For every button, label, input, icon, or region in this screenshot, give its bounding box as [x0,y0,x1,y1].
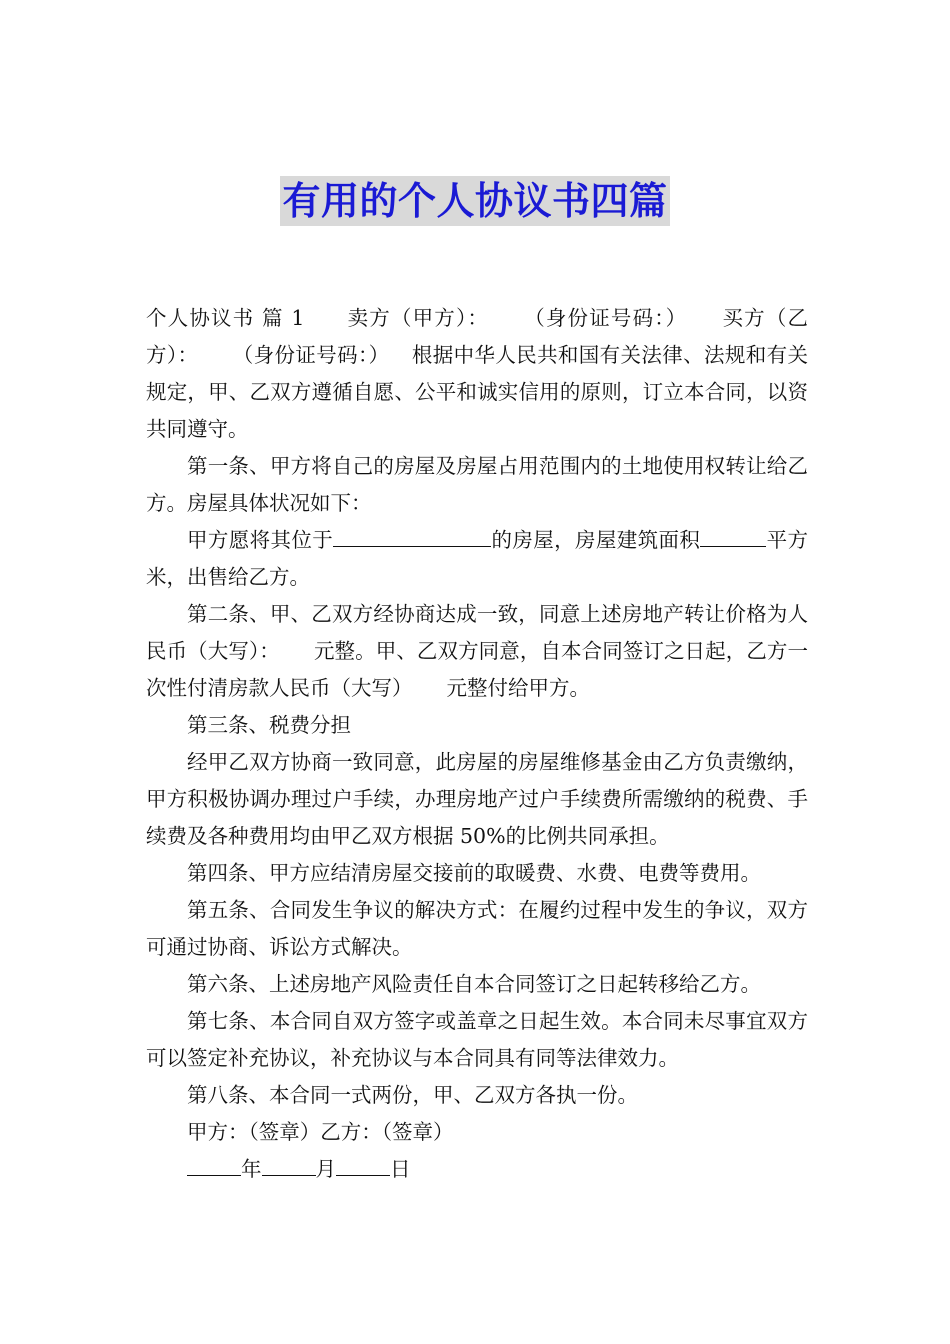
buyer-label: 买方（乙方）： [146,306,809,367]
article-1: 第一条、甲方将自己的房屋及房屋占用范围内的土地使用权转让给乙方。房屋具体状况如下： [146,454,808,515]
area-blank [700,526,766,547]
year-blank [187,1155,241,1176]
document-body [146,300,808,1188]
article-5: 第五条、合同发生争议的解决方式：在履约过程中发生的争议，双方可通过协商、诉讼方式解决。 [146,898,808,959]
intro-paragraph [146,300,808,448]
month-label: 月 [315,1157,336,1181]
month-blank [262,1155,316,1176]
article-4: 第四条、甲方应结清房屋交接前的取暖费、水费、电费等费用。 [187,861,761,885]
date-line [146,1151,808,1188]
article-1-detail-part2: 的房屋，房屋建筑面积 [491,528,701,552]
article-3-title: 第三条、税费分担 [187,713,351,737]
buyer-id-label: （身份证号码：） [232,343,390,367]
article-6: 第六条、上述房地产风险责任自本合同签订之日起转移给乙方。 [187,972,761,996]
article-1-detail-part1: 甲方愿将其位于 [187,528,334,552]
seller-label: 卖方（甲方）： [346,306,490,330]
article-2-part1: 第二条、甲、乙双方经协商达成一致，同意上述房地产转让价格为人民币（大写）： [146,602,808,663]
intro-text: 根据中华人民共和国有关法律、法规和有关规定，甲、乙双方遵循自愿、公平和诚实信用的原则，订立本合同，以资共同遵守。 [146,343,809,441]
article-1-detail-part3: 平方米，出售给乙方。 [146,528,808,589]
article-1-detail [146,522,808,596]
location-blank [333,526,491,547]
signature-line: 甲方：（签章）乙方：（签章） [187,1120,454,1144]
title-container [0,176,950,226]
article-8: 第八条、本合同一式两份，甲、乙双方各执一份。 [187,1083,638,1107]
article-2-part3: 元整付给甲方。 [446,676,590,700]
year-label: 年 [241,1157,262,1181]
section-heading: 个人协议书 篇 1 [146,306,305,330]
article-3-body: 经甲乙双方协商一致同意，此房屋的房屋维修基金由乙方负责缴纳，甲方积极协调办理过户手续，办理房地产过户手续费所需缴纳的税费、手续费及各种费用均由甲乙双方根据 50%的比例共同承担。 [146,750,808,848]
document-title: 有用的个人协议书四篇 [280,176,669,226]
article-7: 第七条、本合同自双方签字或盖章之日起生效。本合同未尽事宜双方可以签定补充协议，补充协议与本合同具有同等法律效力。 [146,1009,808,1070]
article-2-part2: 元整。甲、乙双方同意，自本合同签订之日起，乙方一次性付清房款人民币（大写） [146,639,809,700]
day-blank [336,1155,390,1176]
article-2 [146,596,808,707]
day-label: 日 [390,1157,411,1181]
seller-id-label: （身份证号码：） [523,306,688,330]
